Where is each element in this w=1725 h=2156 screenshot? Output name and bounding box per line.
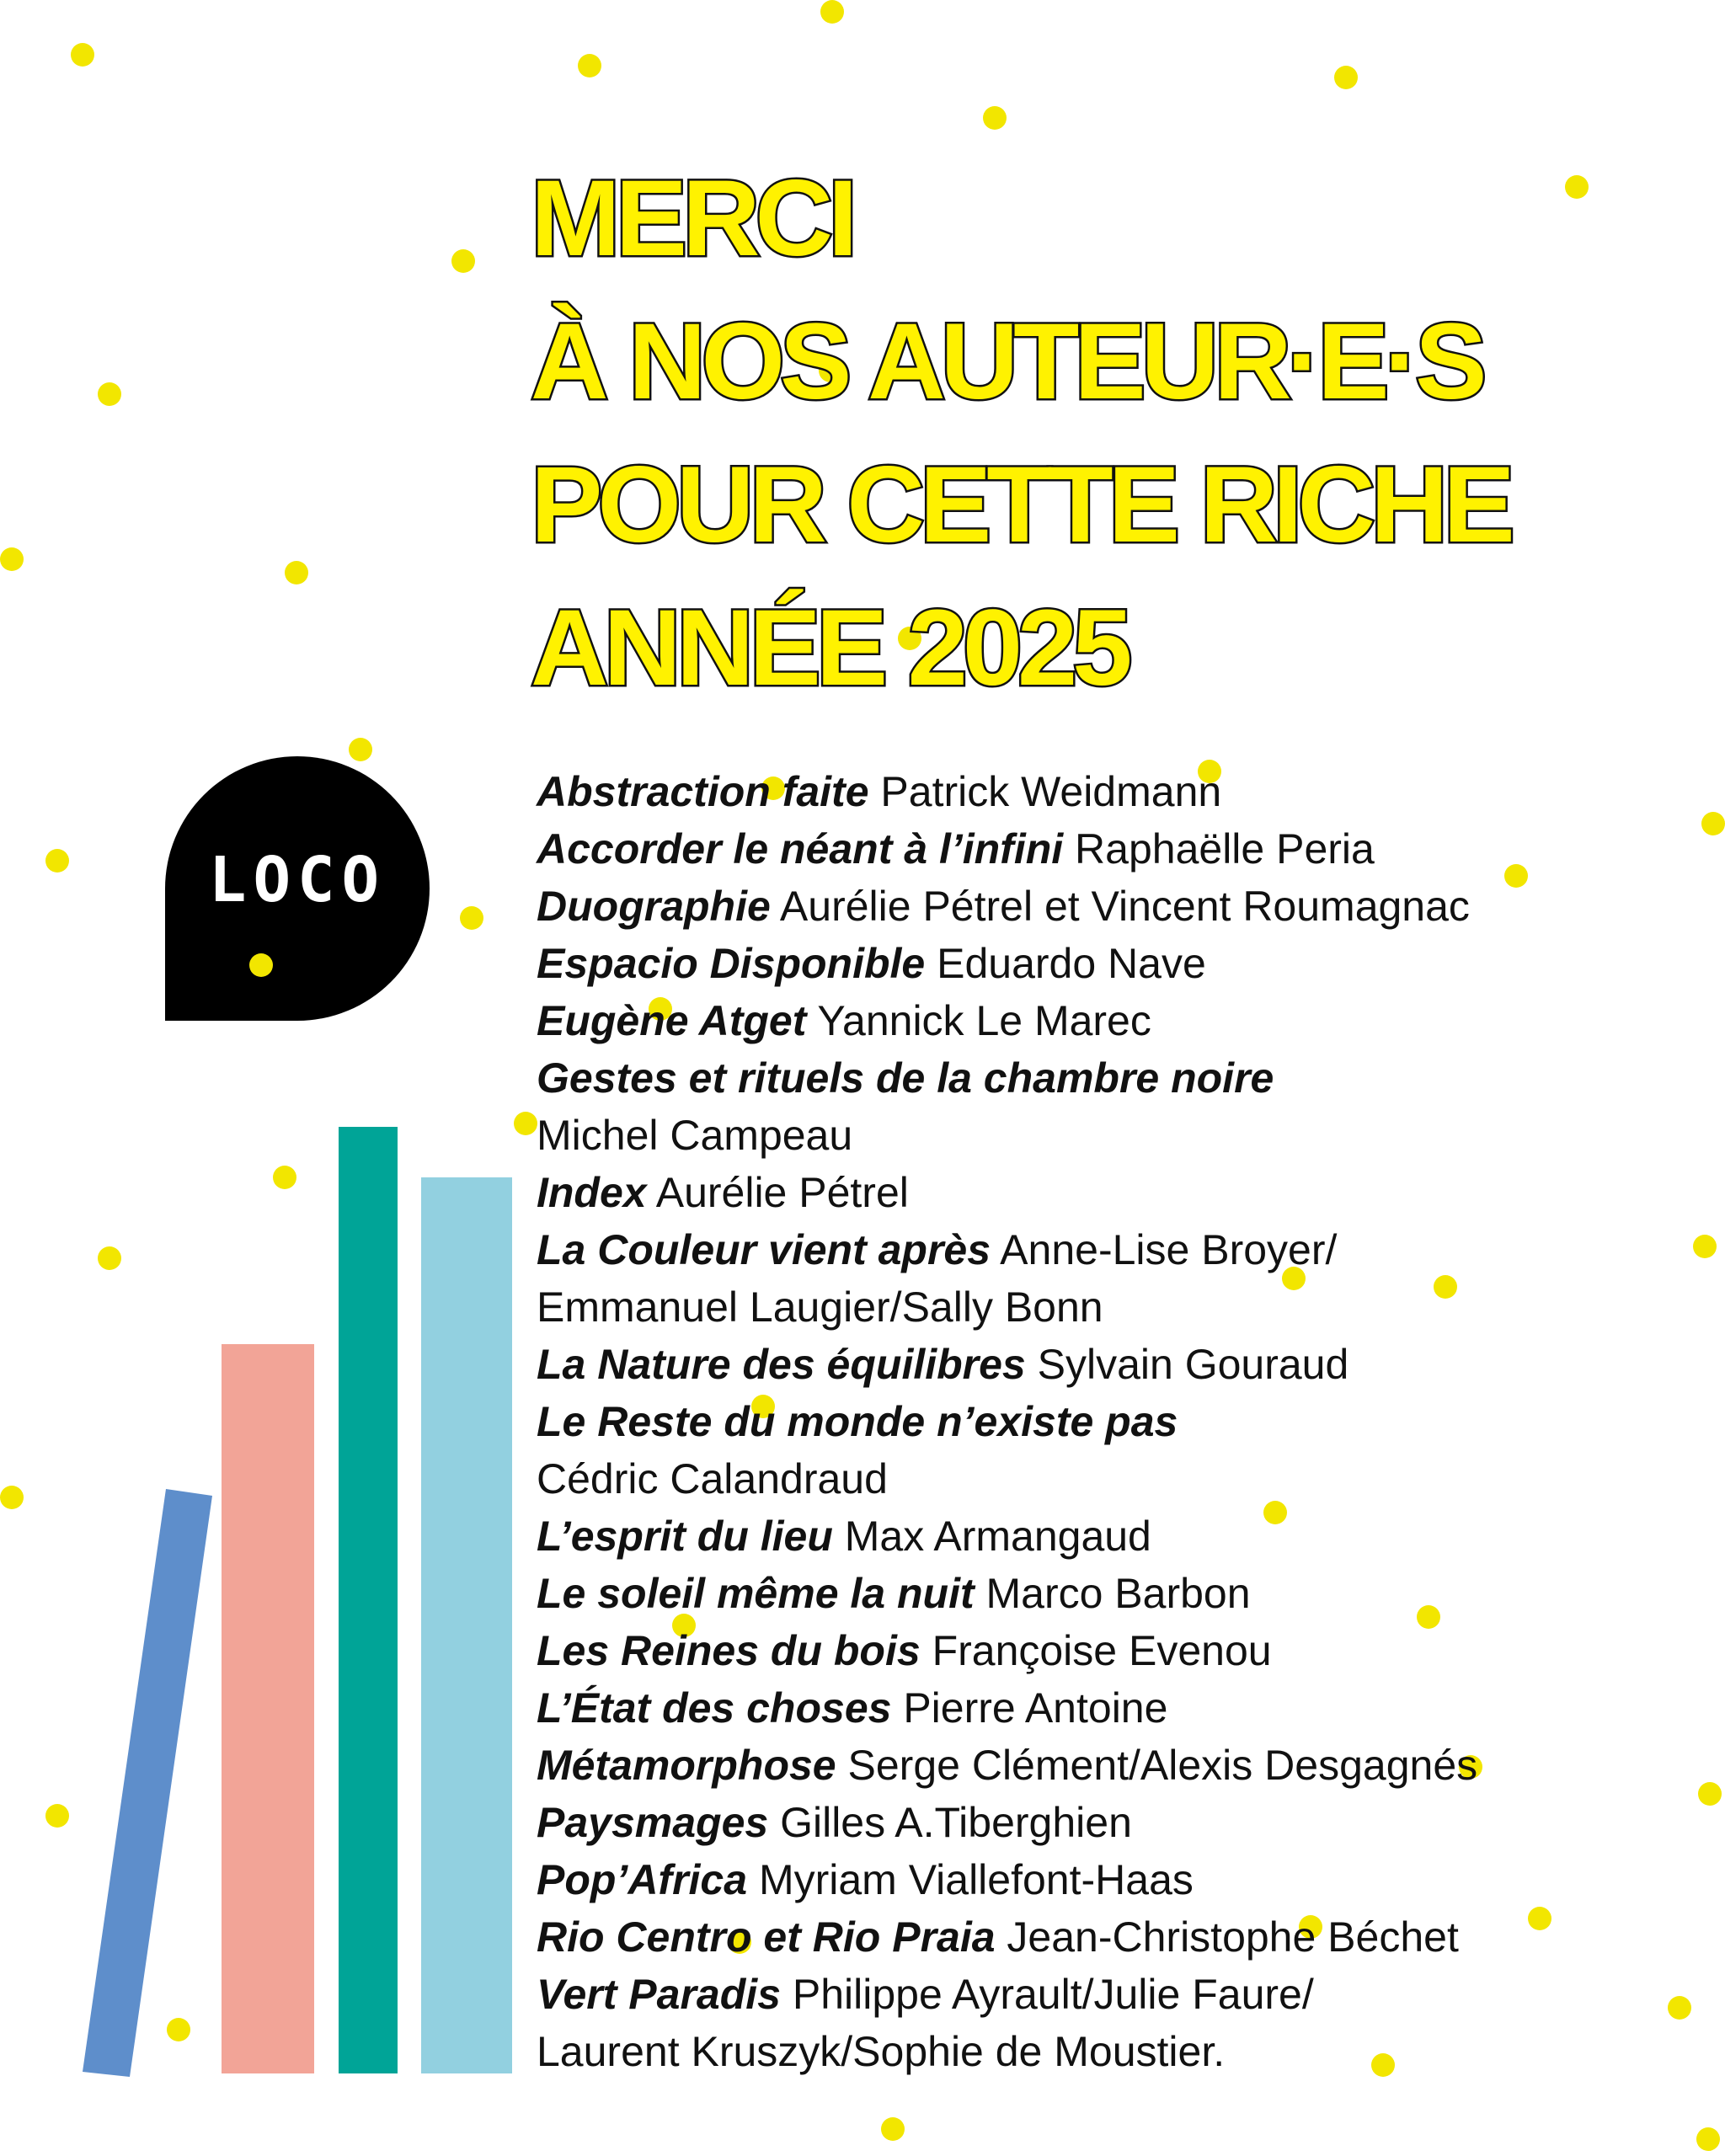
author-name: Emmanuel Laugier/Sally Bonn — [537, 1283, 1103, 1331]
book-title: Le Reste du monde n’existe pas — [537, 1398, 1178, 1445]
credit-line — [537, 1851, 1699, 1908]
confetti-dot — [45, 849, 69, 873]
author-name: Serge Clément/Alexis Desgagnés — [836, 1742, 1478, 1789]
author-name: Myriam Viallefont-Haas — [747, 1856, 1194, 1903]
credit-line — [537, 1049, 1699, 1107]
author-name: Philippe Ayrault/Julie Faure/ — [780, 1971, 1314, 2018]
book-title: Métamorphose — [537, 1742, 836, 1789]
author-name: Cédric Calandraud — [537, 1455, 888, 1502]
books-illustration — [67, 1112, 539, 2089]
book-light-blue — [421, 1177, 512, 2073]
credit-line — [537, 1737, 1699, 1794]
credit-line — [537, 1278, 1699, 1336]
confetti-dot — [98, 382, 121, 406]
book-title: Gestes et rituels de la chambre noire — [537, 1054, 1274, 1102]
headline-line-4: ANNÉE 2025 — [531, 588, 1128, 708]
credits-list — [537, 763, 1699, 2080]
author-name: Eduardo Nave — [925, 940, 1206, 987]
credit-line — [537, 1565, 1699, 1622]
credit-line — [537, 1221, 1699, 1278]
book-title: Vert Paradis — [537, 1971, 781, 2018]
headline — [531, 147, 1510, 720]
book-title: L’État des choses — [537, 1684, 892, 1732]
credit-line — [537, 1336, 1699, 1393]
confetti-dot — [1698, 1782, 1722, 1806]
confetti-dot — [881, 2117, 905, 2141]
confetti-dot — [983, 106, 1007, 130]
credit-line — [537, 935, 1699, 992]
book-salmon — [222, 1344, 314, 2073]
confetti-dot — [820, 0, 844, 24]
book-blue — [83, 1489, 212, 2077]
credit-line — [537, 1393, 1699, 1450]
credit-line — [537, 763, 1699, 820]
author-name: Jean-Christophe Béchet — [995, 1913, 1459, 1961]
loco-logo — [165, 756, 430, 1021]
author-name: Gilles A.Tiberghien — [768, 1799, 1132, 1846]
book-title: Duographie — [537, 883, 771, 930]
book-title: Eugène Atget — [537, 997, 807, 1044]
headline-line-1: MERCI — [531, 158, 853, 279]
book-title: Le soleil même la nuit — [537, 1570, 975, 1617]
book-title: Index — [537, 1169, 647, 1216]
author-name: Laurent Kruszyk/Sophie de Moustier. — [537, 2028, 1226, 2075]
credit-line — [537, 1164, 1699, 1221]
logo-text: LOCO — [208, 844, 387, 916]
credit-line — [537, 878, 1699, 935]
confetti-dot — [578, 54, 601, 77]
headline-line-2: À NOS AUTEUR·E·S — [531, 302, 1482, 422]
confetti-dot — [0, 1486, 24, 1509]
confetti-dot — [1565, 175, 1589, 199]
credit-line — [537, 2023, 1699, 2080]
credit-line — [537, 1679, 1699, 1737]
confetti-dot — [1701, 812, 1725, 835]
credit-line — [537, 1908, 1699, 1966]
author-name: Raphaëlle Peria — [1063, 825, 1375, 873]
author-name: Patrick Weidmann — [868, 768, 1222, 815]
confetti-dot — [45, 1804, 69, 1828]
credit-line — [537, 820, 1699, 878]
author-name: Anne-Lise Broyer/ — [991, 1226, 1338, 1273]
book-title: Abstraction faite — [537, 768, 869, 815]
confetti-dot — [0, 547, 24, 571]
credit-line — [537, 1622, 1699, 1679]
credit-line — [537, 1450, 1699, 1508]
author-name: Aurélie Pétrel — [646, 1169, 909, 1216]
confetti-dot — [1696, 2127, 1720, 2151]
book-title: Espacio Disponible — [537, 940, 926, 987]
author-name: Aurélie Pétrel et Vincent Roumagnac — [770, 883, 1470, 930]
confetti-dot — [451, 249, 475, 273]
confetti-dot — [285, 561, 308, 584]
book-title: Paysmages — [537, 1799, 769, 1846]
author-name: Marco Barbon — [974, 1570, 1251, 1617]
author-name: Max Armangaud — [832, 1513, 1151, 1560]
credit-line — [537, 992, 1699, 1049]
book-title: La Couleur vient après — [537, 1226, 991, 1273]
author-name: Françoise Evenou — [920, 1627, 1272, 1674]
book-teal — [339, 1127, 398, 2073]
book-title: L’esprit du lieu — [537, 1513, 833, 1560]
headline-line-3: POUR CETTE RICHE — [531, 445, 1510, 565]
confetti-dot — [460, 906, 483, 930]
author-name: Pierre Antoine — [891, 1684, 1168, 1732]
book-title: Accorder le néant à l’infini — [537, 825, 1064, 873]
author-name: Yannick Le Marec — [806, 997, 1151, 1044]
book-title: Les Reines du bois — [537, 1627, 921, 1674]
confetti-dot — [71, 43, 94, 67]
credit-line — [537, 1794, 1699, 1851]
book-title: Pop’Africa — [537, 1856, 748, 1903]
book-title: La Nature des équilibres — [537, 1341, 1026, 1388]
author-name: Michel Campeau — [537, 1112, 853, 1159]
confetti-dot — [1334, 66, 1358, 89]
credit-line — [537, 1508, 1699, 1565]
credit-line — [537, 1966, 1699, 2023]
credit-line — [537, 1107, 1699, 1164]
author-name: Sylvain Gouraud — [1025, 1341, 1349, 1388]
book-title: Rio Centro et Rio Praia — [537, 1913, 996, 1961]
